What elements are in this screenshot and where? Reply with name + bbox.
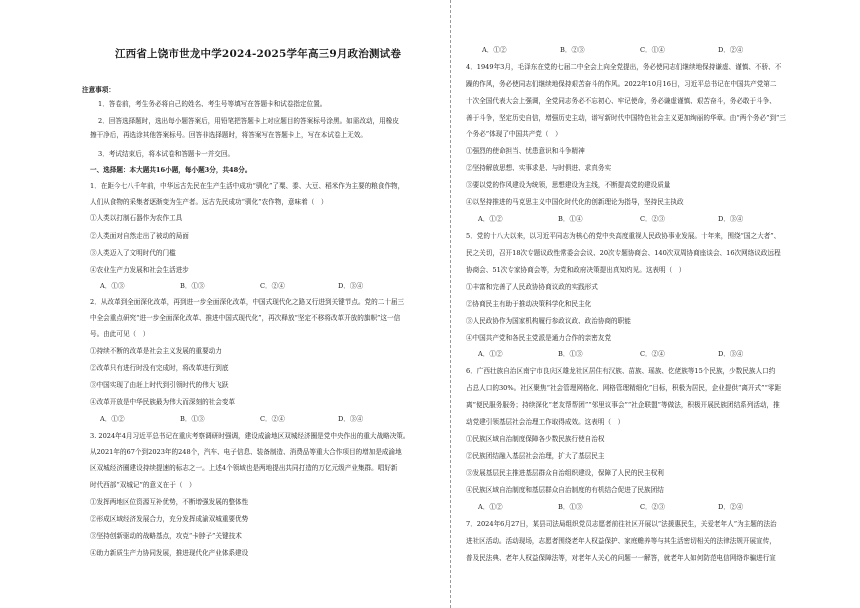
q1-choice: ③人类迈入了文明时代的门槛 [90,249,176,257]
notice-item: 1．答卷前，考生务必将自己的姓名、考生号等填写在答题卡和试卷指定位置。 [98,100,327,108]
option-c: C．②③ [640,503,665,511]
question-2-line: 号。由此可见（ ） [90,330,150,338]
option-c: C．②③ [640,215,665,223]
option-d: D．③④ [338,282,364,290]
notice-heading: 注意事项： [82,86,115,94]
option-c: C．①④ [640,46,665,54]
option-a: A．①② [478,350,503,358]
question-7-line: 进社区活动。活动现场，志愿者围绕老年人权益保护、家庭赡养等与其生活密切相关的法律法规开展宣传， [466,537,776,545]
option-c: C．②④ [260,415,285,423]
option-a: A．①③ [100,282,125,290]
question-4-line: 4．1949年3月，毛泽东在党的七届二中全会上向全党提出，务必使同志们继续地保持谦虚、谨慎、不骄、不 [466,63,782,71]
question-3-line: 时代西部“双城记”的意义在于（ ） [90,481,196,489]
option-c: C．②④ [260,282,285,290]
q3-choice: ③坚持创新驱动的战略基点，攻克“卡脖子”关键技术 [90,532,242,540]
option-d: D．②④ [718,503,744,511]
option-d: D．②④ [718,46,744,54]
q6-choice: ③发展基层民主推进基层群众自治组织建设，保障了人民的民主权利 [466,469,664,477]
question-5-line: 协商会、51次专家协商会等，为党和政府决策提出真知灼见。这表明（ ） [466,266,686,274]
q4-choice: ②坚持解放思想、实事求是、与时俱进、求真务实 [466,164,612,172]
q2-choice: ①持续不断的改革是社会主义发展的重要动力 [90,347,222,355]
section-heading: 一、选择题：本大题共16小题，每小题3分，共48分。 [90,166,252,174]
question-6-line: 6．广西壮族自治区南宁市良庆区雄龙社区居住有汉族、苗族、瑶族、仡佬族等15个民族，少数民族人口约 [466,367,776,375]
question-3-line: 区双城经济圈建设持续提速的标志之一。上述4个领域也是两地提出共同打造的万亿元级产业集群。唱好新 [90,464,398,472]
question-4-line: 个务必”体现了中国共产党（ ） [466,130,562,138]
question-2-line: 中全会重点研究“进一步全面深化改革、推进中国式现代化”，再次释放“坚定不移将改革开放的旗帜”这一信 [90,314,401,322]
question-5-line: 民之关切，召开18次专题议政性常委会会议、20次专题协商会、140次双周协商座谈会、16次网络议政远程 [466,249,781,257]
question-7-line: 7．2024年6月27日，某县司法局组织党员志愿者前往社区开展以“法援惠民生，关爱老年人”为主题的法治 [466,520,777,528]
option-a: A．①② [478,503,503,511]
question-6-line: 占总人口的30%。社区聚焦“社会管理网格化、网格管理精细化”目标，积极为居民，企业提供“离开式”“零距 [466,384,782,392]
q5-choice: ④中国共产党和各民主党派是通力合作的亲密友党 [466,334,612,342]
q5-choice: ②协商民主有助于推动决策科学化和民主化 [466,300,592,308]
q4-choice: ①强烈的使命担当、忧患意识和斗争精神 [466,147,585,155]
q2-choice: ③中国实现了由赶上时代到引领时代的伟大飞跃 [90,381,229,389]
option-a: A．①② [478,215,503,223]
option-c: C．②④ [640,350,665,358]
q5-choice: ①丰富和完善了人民政协协商议政的实践形式 [466,283,598,291]
q3-choice: ④助力新质生产力协同发展，推进现代化产业体系建设 [90,549,249,557]
column-divider [450,0,451,608]
option-b: B．②③ [560,46,585,54]
option-b: B．①④ [558,215,583,223]
q6-choice: ④民族区域自治制度和基层群众自治制度的有机结合促进了民族团结 [466,486,664,494]
question-4-line: 躁的作风，务必使同志们继续地保持艰苦奋斗的作风。2022年10月16日，习近平总书记在中国共产党第二 [466,80,777,88]
question-4-line: 十次全国代表大会上强调，全党同志务必不忘初心、牢记使命，务必谦虚谨慎、艰苦奋斗，务必敢于斗争、 [466,97,776,105]
question-3-line: 3. 2024年4月习近平总书记在重庆考察调研时强调，建设成渝地区双城经济圈是党中央作出的重大战略决策。 [90,432,410,440]
option-b: B．①③ [558,350,583,358]
notice-item: 擦干净后，再选涂其他答案标号。回答非选择题时，将答案写在答题卡上，写在本试卷上无效。 [90,131,367,139]
option-a: A．①② [100,415,125,423]
question-5-line: 5．党的十八大以来，以习近平同志为核心的党中央高度重视人民政协事业发展。十年来，围绕“国之大者”、 [466,232,781,240]
q2-choice: ②改革只有进行时没有完成时，将改革进行到底 [90,364,229,372]
option-d: D．③④ [718,350,744,358]
q4-choice: ④以坚持推进的马克思主义中国化时代化的创新理论为指导，坚持民主执政 [466,198,684,206]
option-b: B．①③ [180,282,205,290]
q6-choice: ①民族区域自治制度保障各少数民族行使自治权 [466,435,605,443]
q6-choice: ②民族团结融入基层社会治理，扩大了基层民主 [466,452,605,460]
option-d: D．③④ [718,215,744,223]
q1-choice: ②人类面对自然走出了被动的局面 [90,232,189,240]
q3-choice: ①发挥两地区位资源互补优势，不断增强发展的整体性 [90,498,249,506]
option-b: B．①③ [558,503,583,511]
question-2-line: 2．从改革到全面深化改革，再到进一步全面深化改革，中国式现代化之路又行进到关键节点。党的二十届三 [90,298,405,306]
question-4-line: 善于斗争，坚定历史自信，增强历史主动，谱写新时代中国特色社会主义更加绚丽的华章。由“两个务必”到“三 [466,114,787,122]
option-d: D．③④ [338,415,364,423]
q1-choice: ④农业生产力发展和社会生活进步 [90,266,189,274]
question-3-line: 从2021年的67个到2023年的248个，汽车、电子信息、装备制造、消费品等重大合作项目的增加是成渝地 [90,448,402,456]
option-a: A．①② [482,46,507,54]
q2-choice: ④改革开放是中华民族最为伟大而深刻的社会变革 [90,398,236,406]
question-6-line: 离”便民服务服务；持续深化“老友帮帮团”“邻里议事会”“社企联盟”等做法，积极开展民族团结系列活动，推 [466,401,780,409]
q3-choice: ②形成区域经济发展合力，充分发挥成渝双城重要优势 [90,515,249,523]
question-1-line: 人们从食物的采集者逐渐变为生产者。远古先民成功“驯化”农作物，意味着（ ） [90,198,328,206]
notice-item: 3．考试结束后，将本试卷和答题卡一并交回。 [98,150,235,158]
q4-choice: ③要以党的作风建设为统领，思想建设为主线，不断提高党的建设质量 [466,181,671,189]
notice-item: 2．回答选择题时，选出每小题答案后，用铅笔把答题卡上对应题目的答案标号涂黑。如需改动，用橡皮 [98,117,399,125]
q5-choice: ③人民政协作为国家机构履行参政议政、政治协商的职能 [466,317,631,325]
q1-choice: ①人类以打制石器作为农作工具 [90,214,183,222]
question-1-line: 1．在距今七八千年前，中华远古先民在生产生活中成功“驯化”了粟、黍、大豆、稻米作为主要的粮食作物， [90,182,405,190]
question-7-line: 普及民法典、老年人权益保障法等，对老年人关心的问题一一解答，就老年人如何防范电信网络诈骗进行宣 [466,554,776,562]
option-b: B．①③ [180,415,205,423]
exam-title: 江西省上饶市世龙中学2024-2025学年高三9月政治测试卷 [114,48,402,60]
question-6-line: 动党建引领基层社会治理工作取得成效。这表明（ ） [466,418,625,426]
